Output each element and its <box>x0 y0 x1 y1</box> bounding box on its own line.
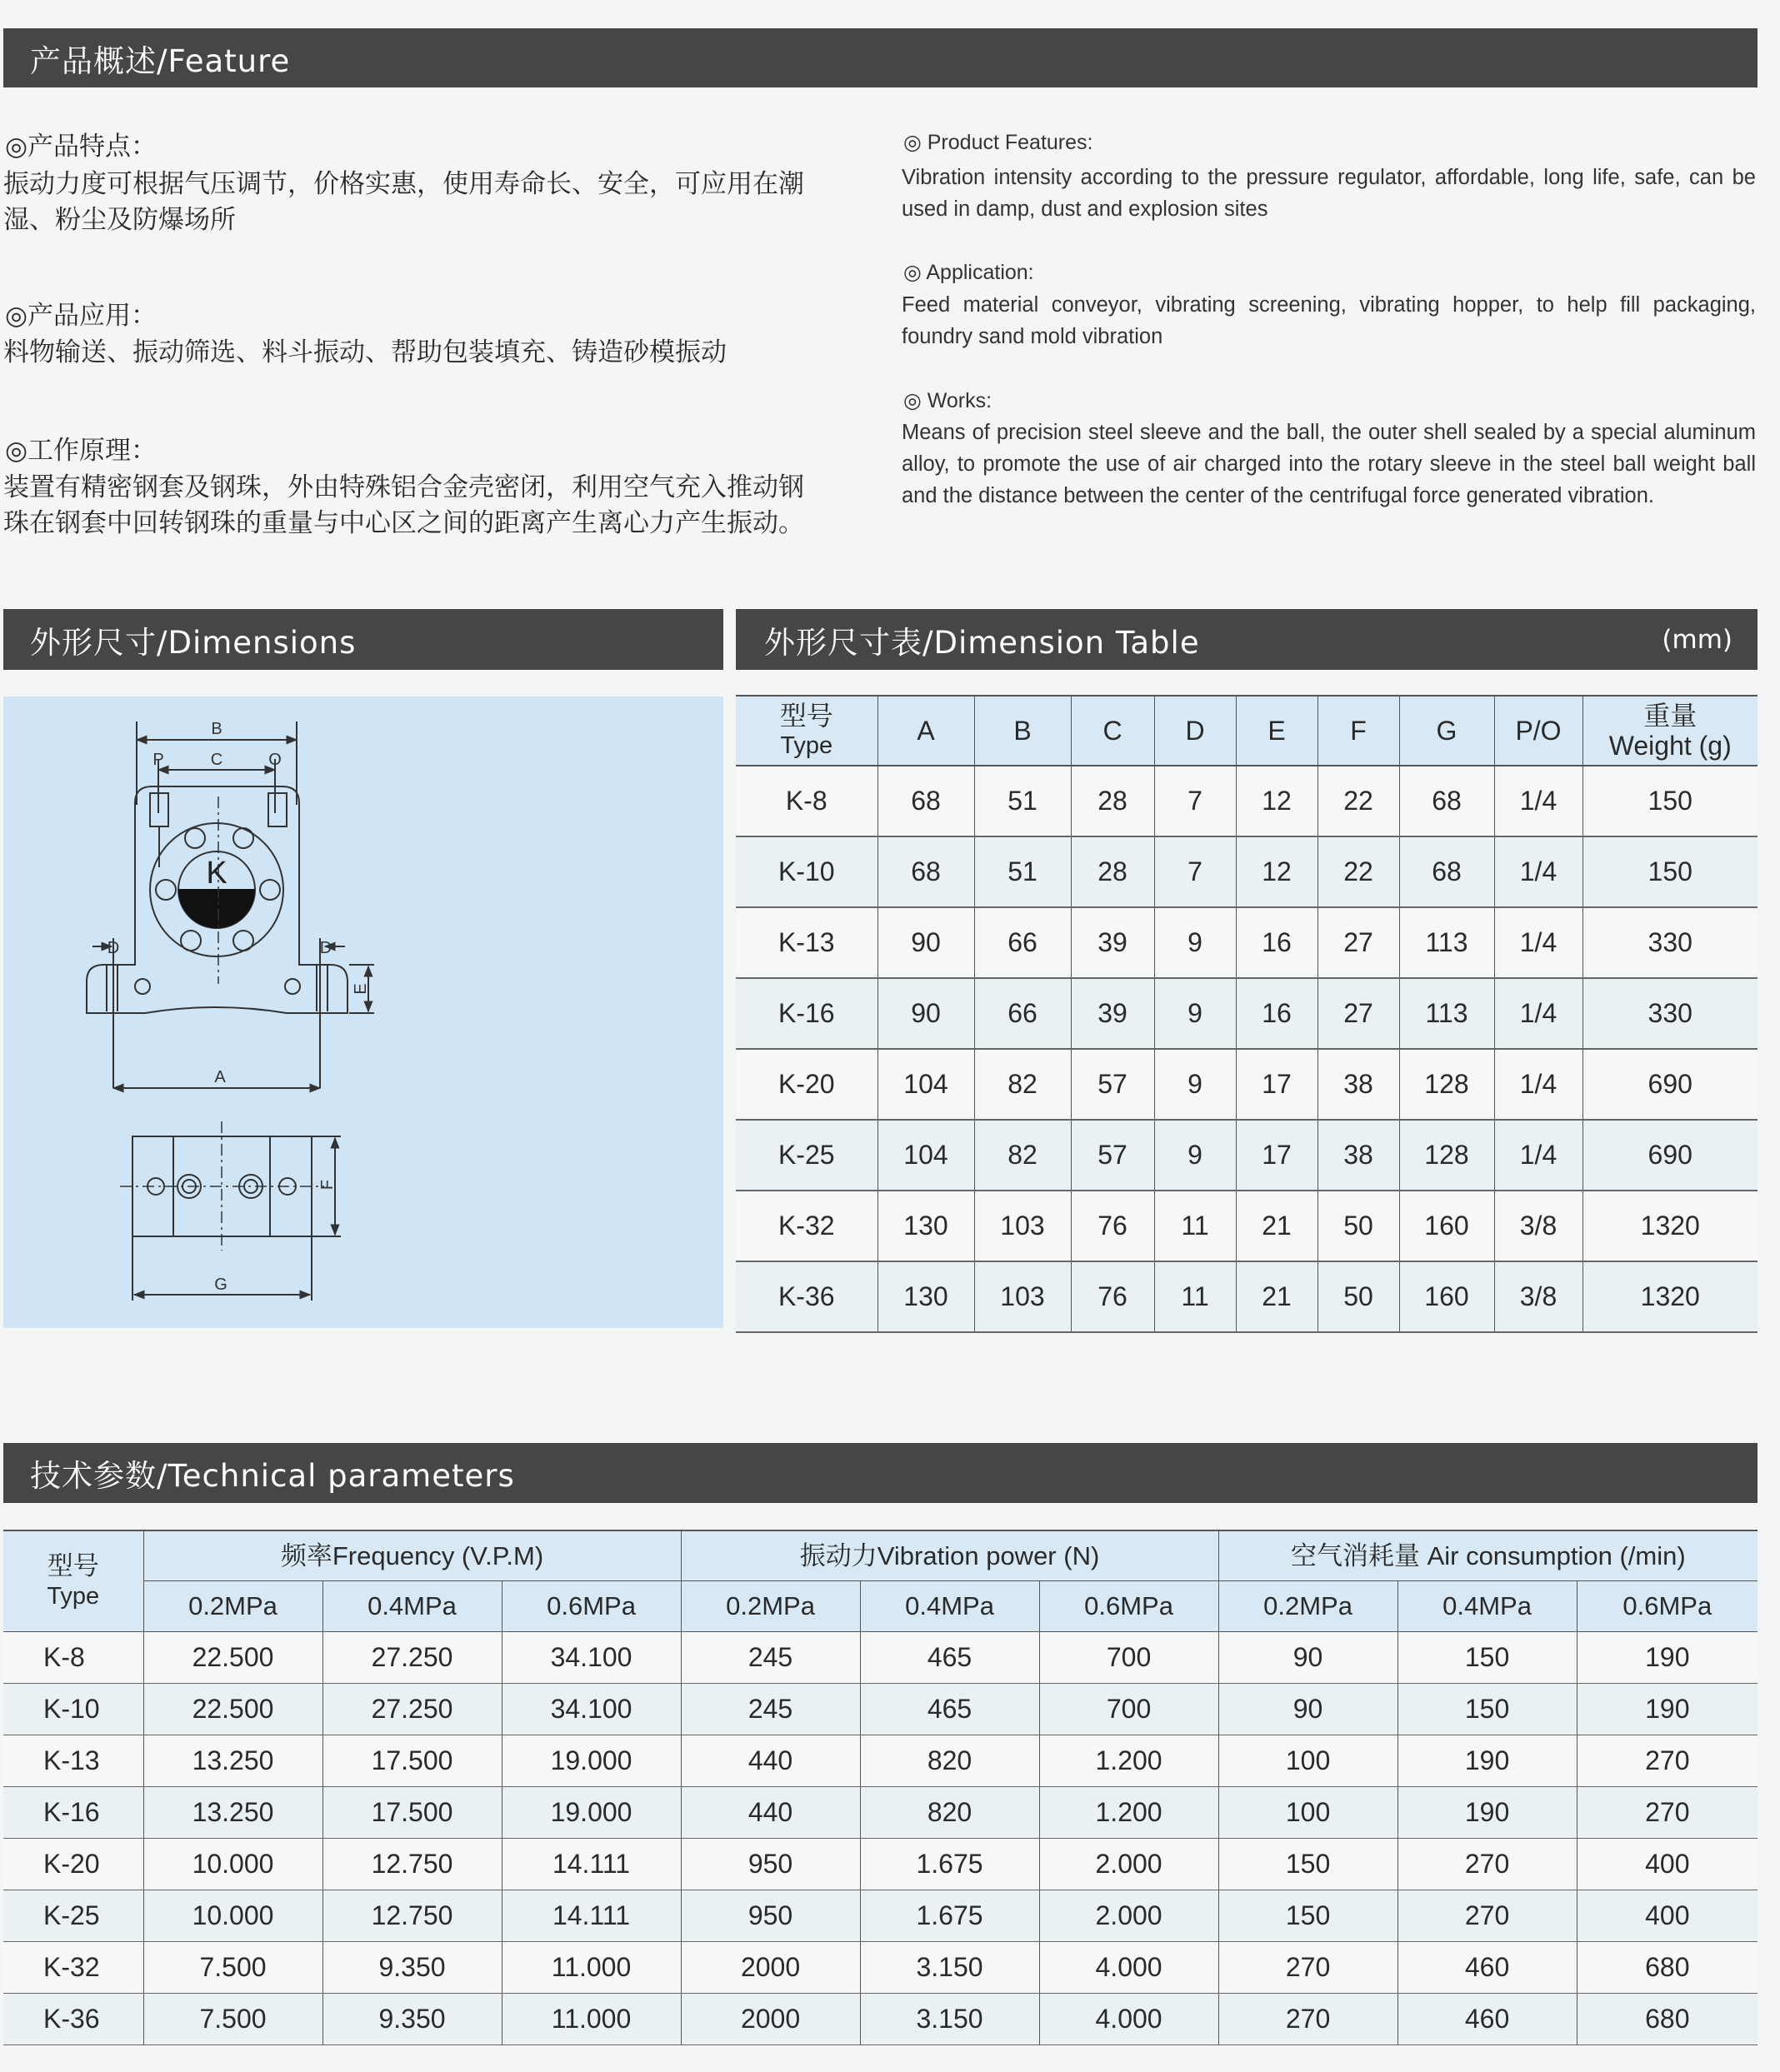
en-works-text: Means of precision steel sleeve and the ball, the outer shell sealed by a special aluminum alloy, to promote the use of air charged into the rotary sleeve in the steel ball weight ball and the distance between the center of the centrifugal force generated vibration. <box>902 421 1756 507</box>
dim-cell: 1/4 <box>1494 766 1582 836</box>
dim-cell: 17 <box>1236 1049 1318 1120</box>
tech-cell: 14.111 <box>502 1839 681 1890</box>
tech-cell: 100 <box>1218 1735 1398 1787</box>
dim-cell: 1/4 <box>1494 978 1582 1049</box>
dim-cell: 690 <box>1582 1120 1758 1191</box>
dim-cell: 51 <box>974 836 1071 907</box>
dim-cell: 68 <box>1399 836 1494 907</box>
tech-cell: 34.100 <box>502 1684 681 1735</box>
technical-table-row <box>3 1890 1758 1942</box>
tech-cell: 950 <box>681 1890 860 1942</box>
dim-col-po: P/O <box>1494 696 1582 766</box>
cn-application-text: 料物输送、振动筛选、料斗振动、帮助包装填充、铸造砂模振动 <box>3 337 727 367</box>
dim-cell: 38 <box>1318 1120 1399 1191</box>
technical-table-row <box>3 1632 1758 1684</box>
tech-cell: 2000 <box>681 1994 860 2045</box>
tech-cell: 2000 <box>681 1942 860 1994</box>
tech-cell: 820 <box>860 1735 1039 1787</box>
dim-cell: 128 <box>1399 1049 1494 1120</box>
dim-col-c: C <box>1071 696 1154 766</box>
tech-cell: 34.100 <box>502 1632 681 1684</box>
tech-col-pressure: 0.4MPa <box>860 1581 1039 1632</box>
en-application-heading: ◎ Application: <box>903 261 1034 284</box>
tech-col-pressure: 0.2MPa <box>143 1581 322 1632</box>
dim-cell: 68 <box>1399 766 1494 836</box>
tech-col-pressure: 0.2MPa <box>1218 1581 1398 1632</box>
tech-cell: 3.150 <box>860 1942 1039 1994</box>
dim-col-f: F <box>1318 696 1399 766</box>
tech-cell: 19.000 <box>502 1735 681 1787</box>
en-features-text: Vibration intensity according to the pressure regulator, affordable, long life, safe, can be used in damp, dust and explosion sites <box>902 166 1756 221</box>
dim-cell: 1320 <box>1582 1261 1758 1332</box>
dimension-table-row <box>736 1049 1758 1120</box>
tech-cell: 22.500 <box>143 1684 322 1735</box>
tech-cell-type: K-25 <box>3 1890 143 1942</box>
dim-col-weight-en: Weight (g) <box>1608 731 1732 761</box>
dim-cell: 28 <box>1071 766 1154 836</box>
dimension-table-row <box>736 1261 1758 1332</box>
tech-cell: 270 <box>1577 1735 1758 1787</box>
tech-cell: 270 <box>1577 1787 1758 1839</box>
tech-cell: 90 <box>1218 1684 1398 1735</box>
dim-cell: 50 <box>1318 1261 1399 1332</box>
tech-cell: 13.250 <box>143 1787 322 1839</box>
cn-features-line-1: 振动力度可根据气压调节，价格实惠，使用寿命长、安全，可应用在潮 <box>3 169 804 199</box>
dim-cell: 330 <box>1582 907 1758 978</box>
tech-cell: 270 <box>1218 1942 1398 1994</box>
tech-cell: 9.350 <box>322 1994 502 2045</box>
tech-cell: 680 <box>1577 1994 1758 2045</box>
dim-cell: 130 <box>878 1191 974 1261</box>
dim-cell: 103 <box>974 1261 1071 1332</box>
cn-features-heading: ◎产品特点： <box>5 132 158 162</box>
tech-cell: 12.750 <box>322 1890 502 1942</box>
dim-cell-type: K-8 <box>736 766 878 836</box>
dimensions-header-bar <box>3 609 723 670</box>
tech-cell: 465 <box>860 1632 1039 1684</box>
tech-cell: 4.000 <box>1039 1994 1218 2045</box>
dim-col-d: D <box>1154 696 1236 766</box>
technical-pressure-row <box>3 1581 1758 1632</box>
dim-cell: 104 <box>878 1049 974 1120</box>
tech-cell: 10.000 <box>143 1839 322 1890</box>
tech-cell: 19.000 <box>502 1787 681 1839</box>
tech-cell: 1.675 <box>860 1839 1039 1890</box>
dim-cell: 330 <box>1582 978 1758 1049</box>
tech-cell: 460 <box>1398 1942 1577 1994</box>
dim-cell: 11 <box>1154 1261 1236 1332</box>
tech-cell: 400 <box>1577 1839 1758 1890</box>
label-e: E <box>352 983 370 995</box>
tech-cell: 270 <box>1398 1890 1577 1942</box>
technical-header-title: 技术参数/Technical parameters <box>30 1458 515 1494</box>
tech-cell: 190 <box>1577 1684 1758 1735</box>
technical-table-row <box>3 1942 1758 1994</box>
tech-cell: 7.500 <box>143 1942 322 1994</box>
label-d-left: D <box>107 939 120 957</box>
dimension-table-header-title: 外形尺寸表/Dimension Table <box>764 624 1200 661</box>
technical-group-row <box>3 1531 1758 1581</box>
tech-cell: 4.000 <box>1039 1942 1218 1994</box>
dim-cell: 113 <box>1399 978 1494 1049</box>
dim-cell: 82 <box>974 1049 1071 1120</box>
dim-cell: 21 <box>1236 1191 1318 1261</box>
dim-cell-type: K-20 <box>736 1049 878 1120</box>
dim-cell: 150 <box>1582 836 1758 907</box>
dim-cell: 9 <box>1154 1120 1236 1191</box>
tech-cell: 190 <box>1398 1735 1577 1787</box>
dim-cell: 90 <box>878 978 974 1049</box>
dim-cell: 130 <box>878 1261 974 1332</box>
dimension-table-row <box>736 907 1758 978</box>
dim-cell: 1/4 <box>1494 907 1582 978</box>
dim-cell: 50 <box>1318 1191 1399 1261</box>
dim-cell: 150 <box>1582 766 1758 836</box>
dim-col-weight-cn: 重量 <box>1643 701 1698 731</box>
dim-col-g: G <box>1399 696 1494 766</box>
tech-cell: 9.350 <box>322 1942 502 1994</box>
dim-cell: 51 <box>974 766 1071 836</box>
tech-cell: 10.000 <box>143 1890 322 1942</box>
technical-table-row <box>3 1839 1758 1890</box>
tech-cell-type: K-20 <box>3 1839 143 1890</box>
dim-cell: 38 <box>1318 1049 1399 1120</box>
dim-cell: 68 <box>878 766 974 836</box>
label-o: O <box>268 751 282 769</box>
dim-cell: 1/4 <box>1494 836 1582 907</box>
tech-cell: 465 <box>860 1684 1039 1735</box>
tech-cell: 1.200 <box>1039 1735 1218 1787</box>
dimension-diagram-panel <box>3 696 723 1328</box>
label-b: B <box>211 720 222 738</box>
dim-cell-type: K-25 <box>736 1120 878 1191</box>
tech-cell-type: K-16 <box>3 1787 143 1839</box>
dim-cell: 1/4 <box>1494 1120 1582 1191</box>
label-p: P <box>152 751 164 769</box>
dim-cell: 1/4 <box>1494 1049 1582 1120</box>
tech-cell: 22.500 <box>143 1632 322 1684</box>
tech-group-vibration: 振动力Vibration power (N) <box>681 1531 1218 1581</box>
dimension-table-row <box>736 836 1758 907</box>
tech-cell: 7.500 <box>143 1994 322 2045</box>
tech-cell: 270 <box>1398 1839 1577 1890</box>
tech-cell: 400 <box>1577 1890 1758 1942</box>
dim-cell-type: K-36 <box>736 1261 878 1332</box>
dim-cell: 76 <box>1071 1191 1154 1261</box>
dim-cell: 16 <box>1236 978 1318 1049</box>
tech-cell: 2.000 <box>1039 1890 1218 1942</box>
dim-cell: 113 <box>1399 907 1494 978</box>
dim-cell: 9 <box>1154 978 1236 1049</box>
dim-cell: 9 <box>1154 907 1236 978</box>
dim-col-type <box>736 696 878 766</box>
dim-cell: 27 <box>1318 978 1399 1049</box>
dimensions-header-title: 外形尺寸/Dimensions <box>30 624 357 661</box>
tech-col-type-en: Type <box>47 1583 100 1610</box>
tech-cell: 150 <box>1398 1632 1577 1684</box>
tech-cell: 1.675 <box>860 1890 1039 1942</box>
tech-cell: 245 <box>681 1684 860 1735</box>
dim-cell: 39 <box>1071 978 1154 1049</box>
dimension-table-unit: (mm) <box>1662 624 1732 655</box>
tech-col-type-cn: 型号 <box>47 1551 99 1580</box>
tech-group-air: 空气消耗量 Air consumption (/min) <box>1218 1531 1758 1581</box>
dim-cell: 103 <box>974 1191 1071 1261</box>
dimension-table-header-row <box>736 696 1758 766</box>
tech-cell: 27.250 <box>322 1632 502 1684</box>
dim-cell: 3/8 <box>1494 1191 1582 1261</box>
dim-cell: 128 <box>1399 1120 1494 1191</box>
vibrator-drawing <box>3 696 723 1328</box>
dim-cell: 22 <box>1318 766 1399 836</box>
tech-cell: 190 <box>1577 1632 1758 1684</box>
tech-group-frequency: 频率Frequency (V.P.M) <box>143 1531 681 1581</box>
dimension-table-row <box>736 1191 1758 1261</box>
tech-cell: 245 <box>681 1632 860 1684</box>
dim-cell: 22 <box>1318 836 1399 907</box>
tech-col-pressure: 0.6MPa <box>1039 1581 1218 1632</box>
dim-cell: 160 <box>1399 1191 1494 1261</box>
tech-col-pressure: 0.6MPa <box>502 1581 681 1632</box>
dim-cell: 104 <box>878 1120 974 1191</box>
dimension-table <box>736 696 1758 1333</box>
cn-works-heading: ◎工作原理： <box>5 436 158 466</box>
tech-col-pressure: 0.4MPa <box>322 1581 502 1632</box>
tech-cell: 17.500 <box>322 1787 502 1839</box>
tech-cell-type: K-10 <box>3 1684 143 1735</box>
tech-cell: 150 <box>1398 1684 1577 1735</box>
dim-cell: 57 <box>1071 1049 1154 1120</box>
tech-cell: 11.000 <box>502 1942 681 1994</box>
label-c: C <box>210 751 223 769</box>
tech-cell: 700 <box>1039 1632 1218 1684</box>
cn-works-line-1: 装置有精密钢套及钢珠，外由特殊铝合金壳密闭，利用空气充入推动钢 <box>3 472 804 502</box>
tech-cell-type: K-36 <box>3 1994 143 2045</box>
tech-cell: 3.150 <box>860 1994 1039 2045</box>
dim-cell: 12 <box>1236 766 1318 836</box>
label-g: G <box>214 1276 228 1294</box>
cn-application-heading: ◎产品应用： <box>5 301 158 331</box>
tech-cell-type: K-8 <box>3 1632 143 1684</box>
tech-cell: 2.000 <box>1039 1839 1218 1890</box>
tech-cell: 11.000 <box>502 1994 681 2045</box>
dim-cell: 39 <box>1071 907 1154 978</box>
dim-col-weight <box>1582 696 1758 766</box>
label-d-right: D <box>319 939 332 957</box>
tech-cell: 190 <box>1398 1787 1577 1839</box>
tech-cell-type: K-13 <box>3 1735 143 1787</box>
cn-works-line-2: 珠在钢套中回转钢珠的重量与中心区之间的距离产生离心力产生振动。 <box>3 508 804 538</box>
tech-cell: 460 <box>1398 1994 1577 2045</box>
dim-cell: 160 <box>1399 1261 1494 1332</box>
tech-cell: 90 <box>1218 1632 1398 1684</box>
label-a: A <box>214 1068 226 1086</box>
tech-col-pressure: 0.2MPa <box>681 1581 860 1632</box>
tech-col-pressure: 0.6MPa <box>1577 1581 1758 1632</box>
tech-col-type <box>3 1531 143 1632</box>
dim-cell-type: K-13 <box>736 907 878 978</box>
tech-cell: 150 <box>1218 1839 1398 1890</box>
dim-cell: 17 <box>1236 1120 1318 1191</box>
dimension-table-row <box>736 1120 1758 1191</box>
label-k: K <box>206 856 228 891</box>
dim-cell-type: K-10 <box>736 836 878 907</box>
tech-cell: 27.250 <box>322 1684 502 1735</box>
en-application-text: Feed material conveyor, vibrating screening, vibrating hopper, to help fill packaging, foundry sand mold vibration <box>902 293 1756 348</box>
dim-cell-type: K-32 <box>736 1191 878 1261</box>
dim-col-type-cn: 型号 <box>779 701 833 731</box>
tech-cell: 17.500 <box>322 1735 502 1787</box>
tech-cell: 270 <box>1218 1994 1398 2045</box>
tech-cell: 1.200 <box>1039 1787 1218 1839</box>
dim-cell-type: K-16 <box>736 978 878 1049</box>
dim-cell: 11 <box>1154 1191 1236 1261</box>
dim-col-e: E <box>1236 696 1318 766</box>
tech-cell: 700 <box>1039 1684 1218 1735</box>
dim-col-a: A <box>878 696 974 766</box>
dim-cell: 7 <box>1154 836 1236 907</box>
technical-table-row <box>3 1787 1758 1839</box>
tech-cell: 680 <box>1577 1942 1758 1994</box>
dim-cell: 90 <box>878 907 974 978</box>
feature-header-title: 产品概述/Feature <box>30 42 291 79</box>
technical-table-row <box>3 1735 1758 1787</box>
tech-cell: 100 <box>1218 1787 1398 1839</box>
tech-cell: 820 <box>860 1787 1039 1839</box>
dim-cell: 66 <box>974 978 1071 1049</box>
dim-cell: 3/8 <box>1494 1261 1582 1332</box>
tech-cell: 12.750 <box>322 1839 502 1890</box>
en-works-heading: ◎ Works: <box>903 389 992 412</box>
label-f: F <box>318 1179 337 1191</box>
dimension-table-row <box>736 978 1758 1049</box>
technical-table-row <box>3 1684 1758 1735</box>
dim-cell: 16 <box>1236 907 1318 978</box>
dim-cell: 21 <box>1236 1261 1318 1332</box>
dim-cell: 28 <box>1071 836 1154 907</box>
tech-cell: 14.111 <box>502 1890 681 1942</box>
dim-cell: 9 <box>1154 1049 1236 1120</box>
technical-table <box>3 1531 1758 2045</box>
cn-features-line-2: 湿、粉尘及防爆场所 <box>3 205 236 235</box>
dim-cell: 1320 <box>1582 1191 1758 1261</box>
tech-cell: 440 <box>681 1735 860 1787</box>
en-features-heading: ◎ Product Features: <box>903 131 1093 154</box>
dim-cell: 57 <box>1071 1120 1154 1191</box>
dim-cell: 7 <box>1154 766 1236 836</box>
dim-col-b: B <box>974 696 1071 766</box>
dim-cell: 12 <box>1236 836 1318 907</box>
technical-table-row <box>3 1994 1758 2045</box>
dim-cell: 82 <box>974 1120 1071 1191</box>
tech-col-pressure: 0.4MPa <box>1398 1581 1577 1632</box>
dim-cell: 76 <box>1071 1261 1154 1332</box>
dim-cell: 68 <box>878 836 974 907</box>
dimension-table-row <box>736 766 1758 836</box>
technical-header-bar <box>3 1443 1758 1503</box>
tech-cell: 440 <box>681 1787 860 1839</box>
tech-cell: 13.250 <box>143 1735 322 1787</box>
dim-col-type-en: Type <box>780 732 833 759</box>
dimension-table-header-bar <box>736 609 1758 670</box>
tech-cell: 950 <box>681 1839 860 1890</box>
dim-cell: 27 <box>1318 907 1399 978</box>
tech-cell: 150 <box>1218 1890 1398 1942</box>
tech-cell-type: K-32 <box>3 1942 143 1994</box>
dim-cell: 66 <box>974 907 1071 978</box>
feature-header-bar <box>3 28 1758 87</box>
dim-cell: 690 <box>1582 1049 1758 1120</box>
